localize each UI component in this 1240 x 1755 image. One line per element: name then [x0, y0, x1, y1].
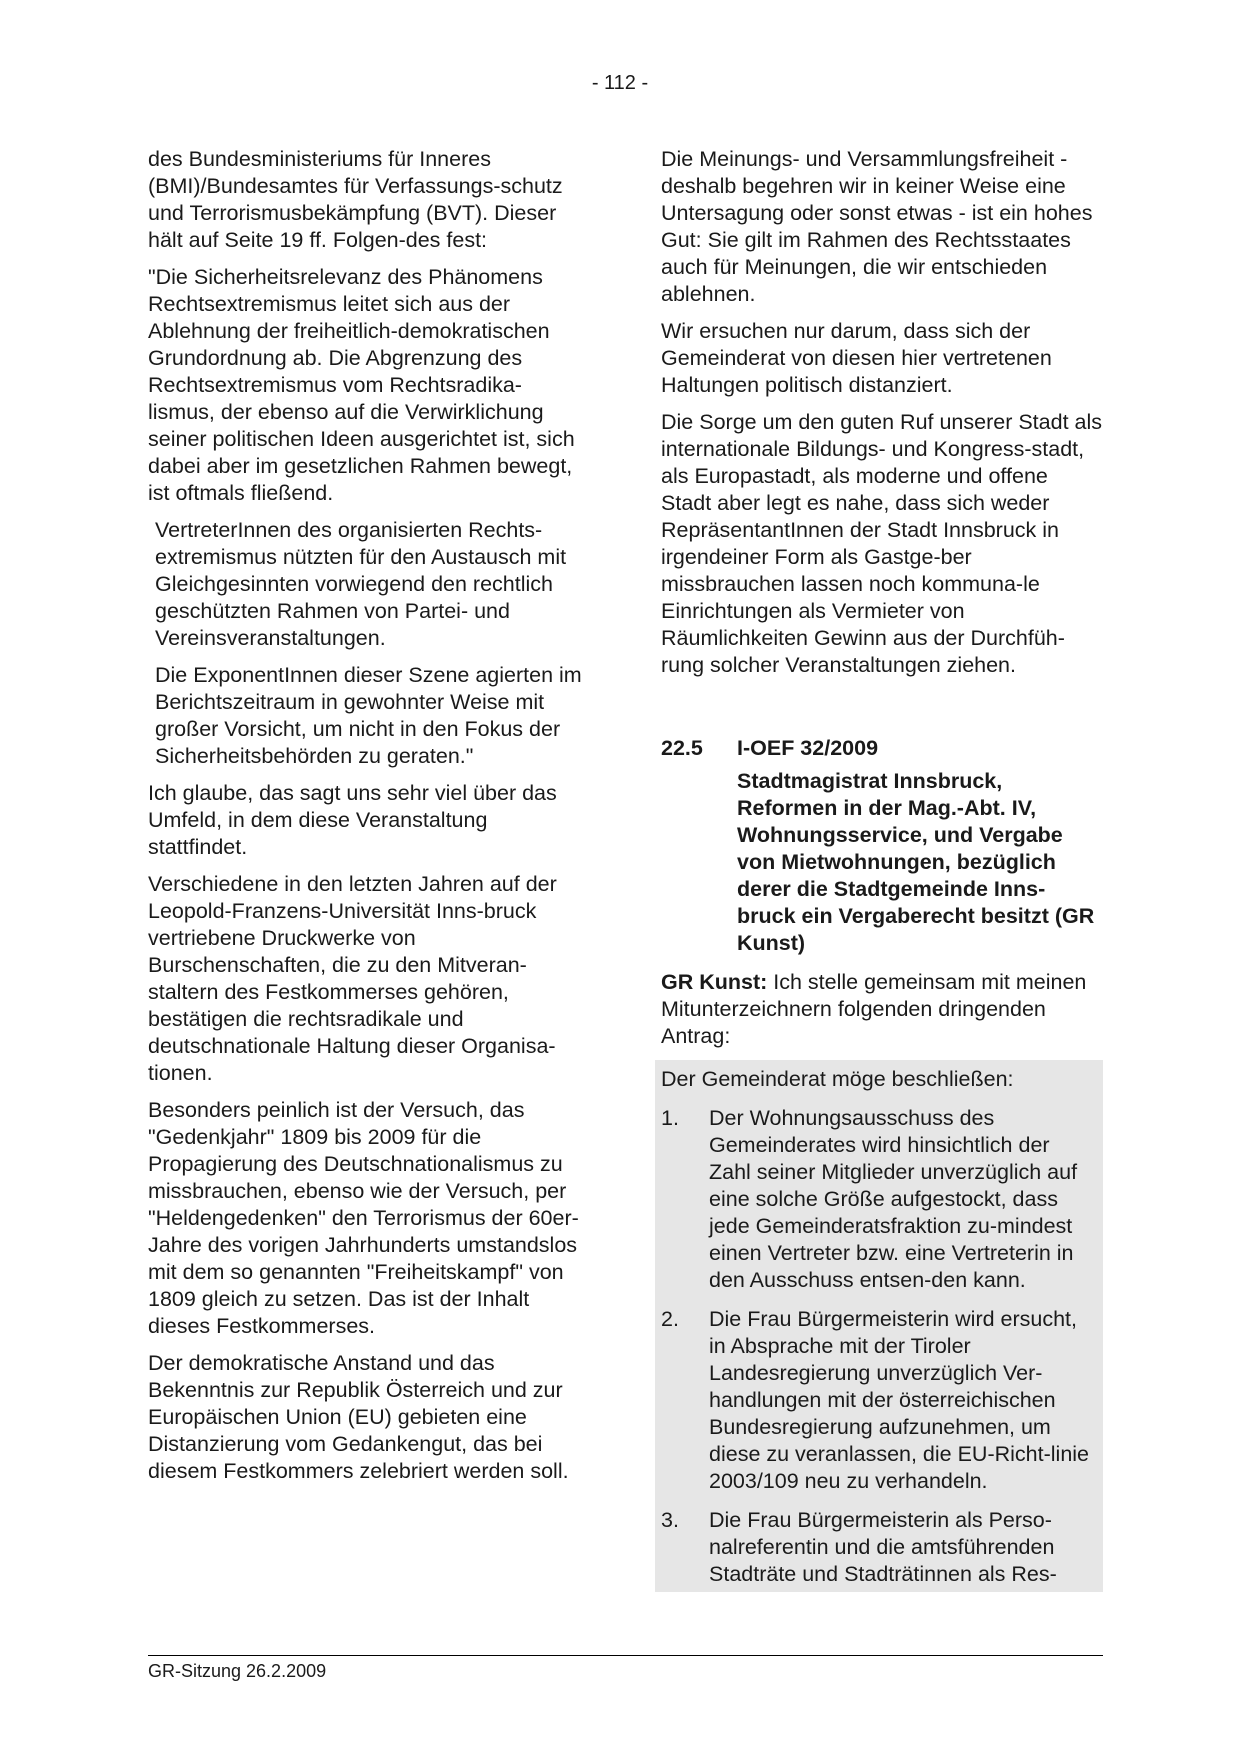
quote-paragraph: "Die Sicherheitsrelevanz des Phänomens Rechtsextremismus leitet sich aus der Ablehnung der freiheitlich-demokratischen Grundordnung ab. Die Abgrenzung des Rechtsextremismus vom Rechtsradika-lismus, der ebenso auf die Verwirklichung seiner politischen Ideen ausgerichtet ist, sich dabei aber im gesetzlichen Rahmen bewegt, ist oftmals fließend.	[148, 265, 575, 505]
motion-lead: Der Gemeinderat möge beschließen:	[661, 1067, 1014, 1091]
intro-paragraph: des Bundesministeriums für Inneres (BMI)/Bundesamtes für Verfassungs-schutz und Terrorismusbekämpfung (BVT). Dieser hält auf Seite 19 ff. Folgen-des fest:	[148, 147, 563, 252]
motion-text: Die Frau Bürgermeisterin als Perso-nalreferentin und die amtsführenden Stadträte und Stadträtinnen als Res-	[709, 1508, 1057, 1586]
left-column	[148, 146, 588, 1495]
speaker-paragraph	[661, 969, 1103, 1050]
section-number: 22.5	[661, 736, 703, 760]
motion-box	[655, 1060, 1103, 1592]
right-column	[661, 146, 1103, 1592]
footer-divider	[148, 1655, 1103, 1656]
motion-text: Die Frau Bürgermeisterin wird ersucht, in Absprache mit der Tiroler Landesregierung unverzüglich Ver-handlungen mit der österreichischen Bundesregierung aufzunehmen, um diese zu veranlassen, die EU-Richt-linie 2003/109 neu zu verhandeln.	[709, 1307, 1090, 1493]
body-paragraph: Besonders peinlich ist der Versuch, das "Gedenkjahr" 1809 bis 2009 für die Propagierung des Deutschnationalismus zu missbrauchen, ebenso wie der Versuch, per "Heldengedenken" den Terrorismus der 60er-Jahre des vorigen Jahrhunderts umstandslos mit dem so genannten "Freiheitskampf" von 1809 gleich zu setzen. Das ist der Inhalt dieses Festkommerses.	[148, 1098, 579, 1338]
body-paragraph: Ich glaube, das sagt uns sehr viel über das Umfeld, in dem diese Veranstaltung stattfindet.	[148, 781, 557, 859]
motion-text: Der Wohnungsausschuss des Gemeinderates wird hinsichtlich der Zahl seiner Mitglieder unverzüglich auf eine solche Größe aufgestockt, dass jede Gemeinderatsfraktion zu-mindest einen Vertreter bzw. eine Vertreterin in den Ausschuss entsen-den kann.	[709, 1106, 1078, 1292]
speaker-name: GR Kunst:	[661, 970, 768, 994]
footer-text: GR-Sitzung 26.2.2009	[148, 1661, 327, 1681]
motion-number: 3.	[661, 1508, 679, 1532]
quote-paragraph: Die ExponentInnen dieser Szene agierten im Berichtszeitraum in gewohnter Weise mit großer Vorsicht, um nicht in den Fokus der Sicherheitsbehörden zu geraten."	[155, 663, 582, 768]
motion-item	[661, 1306, 1097, 1495]
quote-block	[148, 264, 588, 770]
motion-item	[661, 1105, 1097, 1294]
section-heading	[661, 735, 1103, 762]
motion-number: 2.	[661, 1307, 679, 1331]
motion-number: 1.	[661, 1106, 679, 1130]
body-paragraph: Verschiedene in den letzten Jahren auf der Leopold-Franzens-Universität Inns-bruck vertriebene Druckwerke von Burschenschaften, die zu den Mitveran-staltern des Festkommerses gehören, bestätigen die rechtsradikale und deutschnationale Haltung dieser Organisa-tionen.	[148, 872, 557, 1085]
motion-item	[661, 1507, 1097, 1588]
quote-paragraph: VertreterInnen des organisierten Rechts-extremismus nützten für den Austausch mit Gleichgesinnten vorwiegend den rechtlich geschützten Rahmen von Partei- und Vereinsveranstaltungen.	[155, 518, 567, 650]
body-paragraph: Die Sorge um den guten Ruf unserer Stadt als internationale Bildungs- und Kongress-stadt, als Europastadt, als moderne und offene Stadt aber legt es nahe, dass sich weder RepräsentantInnen der Stadt Innsbruck in irgendeiner Form als Gastge-ber missbrauchen lassen noch kommuna-le Einrichtungen als Vermieter von Räumlichkeiten Gewinn aus der Durchfüh-rung solcher Veranstaltungen ziehen.	[661, 410, 1103, 677]
body-paragraph: Der demokratische Anstand und das Bekenntnis zur Republik Österreich und zur Europäischen Union (EU) gebieten eine Distanzierung vom Gedankengut, das bei diesem Festkommers zelebriert werden soll.	[148, 1351, 569, 1483]
body-paragraph: Wir ersuchen nur darum, dass sich der Gemeinderat von diesen hier vertretenen Haltungen politisch distanziert.	[661, 319, 1052, 397]
agenda-section	[661, 735, 1103, 957]
section-code: I-OEF 32/2009	[737, 736, 879, 760]
body-paragraph: Die Meinungs- und Versammlungsfreiheit - deshalb begehren wir in keiner Weise eine Untersagung oder sonst etwas - ist ein hohes Gut: Sie gilt im Rahmen des Rechtsstaates auch für Meinungen, die wir entschieden ablehnen.	[661, 147, 1093, 306]
section-subject: Stadtmagistrat Innsbruck, Reformen in der Mag.-Abt. IV, Wohnungsservice, und Vergabe von Mietwohnungen, bezüglich derer die Stadtgemeinde Inns-bruck ein Vergaberecht besitzt (GR Kunst)	[737, 769, 1095, 955]
page-number: - 112 -	[591, 72, 649, 94]
speech-text: Ich stelle gemeinsam mit meinen Mitunterzeichnern folgenden dringenden Antrag:	[661, 970, 1087, 1048]
